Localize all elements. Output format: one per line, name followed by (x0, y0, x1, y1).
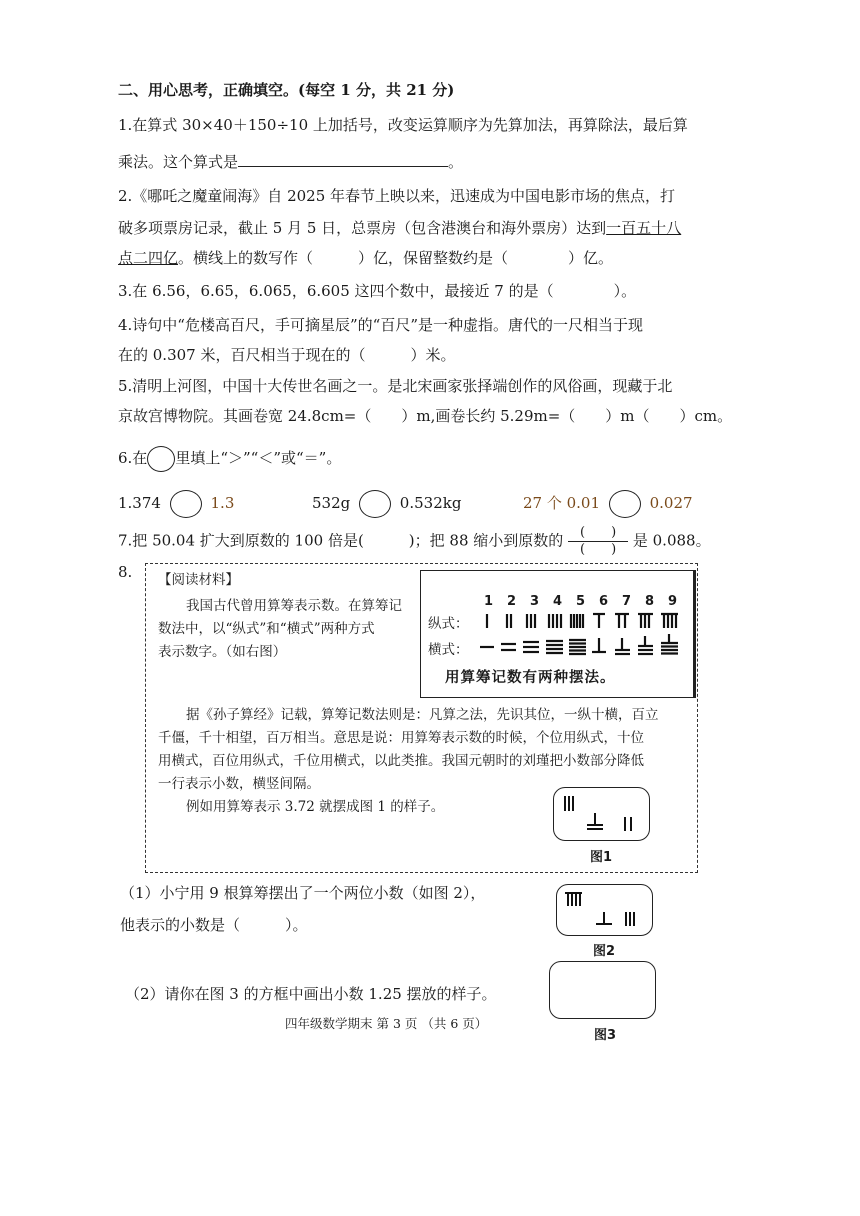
circle-icon (147, 446, 175, 472)
q2-line2 (118, 218, 681, 238)
digit-7: 7 (622, 594, 632, 609)
digit-4: 4 (553, 594, 563, 609)
q7-text2: 是 0.088。 (632, 531, 711, 550)
page-footer: 四年级数学期末 第 3 页 （共 6 页） (285, 1016, 488, 1031)
q6-post: 里填上“＞”“＜”或“＝”。 (175, 449, 342, 467)
q1-end: 。 (448, 153, 464, 171)
reading-para2-line3: 用横式，百位用纵式，千位用横式，以此类推。我国元朝时的刘瑾把小数部分降低 (158, 753, 644, 769)
q4-line1: 4.诗句中“危楼高百尺，手可摘星辰”的“百尺”是一种虚指。唐代的一尺相当于现 (118, 316, 643, 334)
q2-line3 (118, 248, 613, 268)
reading-para2-line1: 据《孙子算经》记载，算筹记数法则是：凡算之法，先识其位，一纵十横，百立 (186, 707, 659, 723)
q7-line (118, 526, 711, 557)
q2-line1: 2.《哪吒之魔童闹海》自 2025 年春节上映以来，迅速成为中国电影市场的焦点，打 (118, 187, 676, 205)
q2-line3-text: 。横线上的数写作（ ）亿，保留整数约是（ ）亿。 (178, 249, 614, 267)
compare-circle-1[interactable] (170, 490, 202, 518)
q1-line1: 1.在算式 30×40＋150÷10 上加括号，改变运算顺序为先算加法，再算除法，最后算 (118, 116, 688, 134)
q7-fraction[interactable] (568, 526, 628, 557)
q1-answer-blank[interactable] (238, 150, 448, 167)
vertical-rods (487, 614, 678, 628)
rod-caption: 用算筹记数有两种摆法。 (445, 669, 616, 686)
q6-item-3-right: 0.027 (649, 494, 693, 512)
compare-circle-3[interactable] (609, 490, 641, 518)
q3-line: 3.在 6.56，6.65，6.065，6.605 这四个数中，最接近 7 的是（ ）。 (118, 282, 637, 300)
figure-2-caption: 图2 (593, 944, 616, 959)
q8-sub1-line1: （1）小宁用 9 根算筹摆出了一个两位小数（如图 2）， (120, 884, 486, 902)
reading-para2-line2: 千僵，千十相望，百万相当。意思是说：用算筹表示数的时候，个位用纵式，十位 (158, 730, 644, 746)
digit-5: 5 (576, 594, 586, 609)
q6-item-3-left: 27 个 0.01 (523, 494, 601, 512)
digit-1: 1 (484, 594, 494, 609)
q7-text1: 7.把 50.04 扩大到原数的 100 倍是( )；把 88 缩小到原数的 (118, 531, 564, 550)
reading-para1-line3: 表示数字。（如右图） (158, 644, 287, 660)
horizontal-form-label: 横式： (428, 642, 469, 658)
q6-item-1 (118, 490, 234, 518)
figure-3-caption: 图3 (594, 1028, 617, 1043)
compare-circle-2[interactable] (359, 490, 391, 518)
q4-line2: 在的 0.307 米，百尺相当于现在的（ ）米。 (118, 346, 456, 364)
section-title: 二、用心思考，正确填空。(每空 1 分，共 21 分) (118, 81, 455, 99)
reading-para1-line2: 数法中，以“纵式”和“横式”两种方式 (158, 621, 375, 637)
q8-sub1-line2: 他表示的小数是（ ）。 (120, 916, 308, 934)
q6-instruction (118, 446, 341, 472)
counting-rods-svg (470, 608, 690, 658)
digit-3: 3 (530, 594, 540, 609)
q1-line2 (118, 150, 463, 172)
figure-3-drawing-box[interactable] (549, 961, 656, 1019)
q2-underlined-number-part2: 点二四亿 (118, 249, 179, 267)
q6-item-2-right: 0.532kg (399, 494, 462, 512)
q6-item-2-left: 532g (312, 494, 351, 512)
q8-sub2: （2）请你在图 3 的方框中画出小数 1.25 摆放的样子。 (125, 985, 497, 1003)
q6-item-1-right: 1.3 (210, 494, 235, 512)
q2-underlined-number-part1: 一百五十八 (606, 219, 682, 237)
q7-frac-top: ( ) (580, 525, 617, 540)
figure-2-rods (556, 884, 653, 936)
q8-number: 8. (118, 563, 133, 581)
reading-para1-line1: 我国古代曾用算筹表示数。在算筹记 (186, 598, 402, 614)
q6-item-1-left: 1.374 (118, 494, 161, 512)
digit-8: 8 (645, 594, 655, 609)
figure-1-rods (553, 787, 650, 841)
digit-6: 6 (599, 594, 609, 609)
q1-text: 乘法。这个算式是 (118, 153, 239, 171)
q6-item-3 (523, 490, 693, 518)
q5-line2: 京故宫博物院。其画卷宽 24.8cm=（ ）m,画卷长约 5.29m=（ ）m（ ）cm。 (118, 407, 733, 425)
figure-1-caption: 图1 (590, 850, 613, 865)
vertical-form-label: 纵式： (428, 616, 469, 632)
q7-frac-bottom: ( ) (580, 542, 617, 557)
reading-para3: 例如用算筹表示 3.72 就摆成图 1 的样子。 (186, 799, 445, 815)
digit-9: 9 (668, 594, 678, 609)
q6-item-2 (312, 490, 461, 518)
reading-title: 【阅读材料】 (158, 572, 239, 588)
q5-line1: 5.清明上河图，中国十大传世名画之一。是北宋画家张择端创作的风俗画，现藏于北 (118, 377, 673, 395)
q6-pre: 6.在 (118, 449, 148, 467)
digit-2: 2 (507, 594, 517, 609)
reading-para2-line4: 一行表示小数，横竖间隔。 (158, 776, 320, 792)
horizontal-rods (480, 634, 678, 654)
q2-line2-text: 破多项票房记录，截止 5 月 5 日，总票房（包含港澳台和海外票房）达到 (118, 219, 607, 237)
